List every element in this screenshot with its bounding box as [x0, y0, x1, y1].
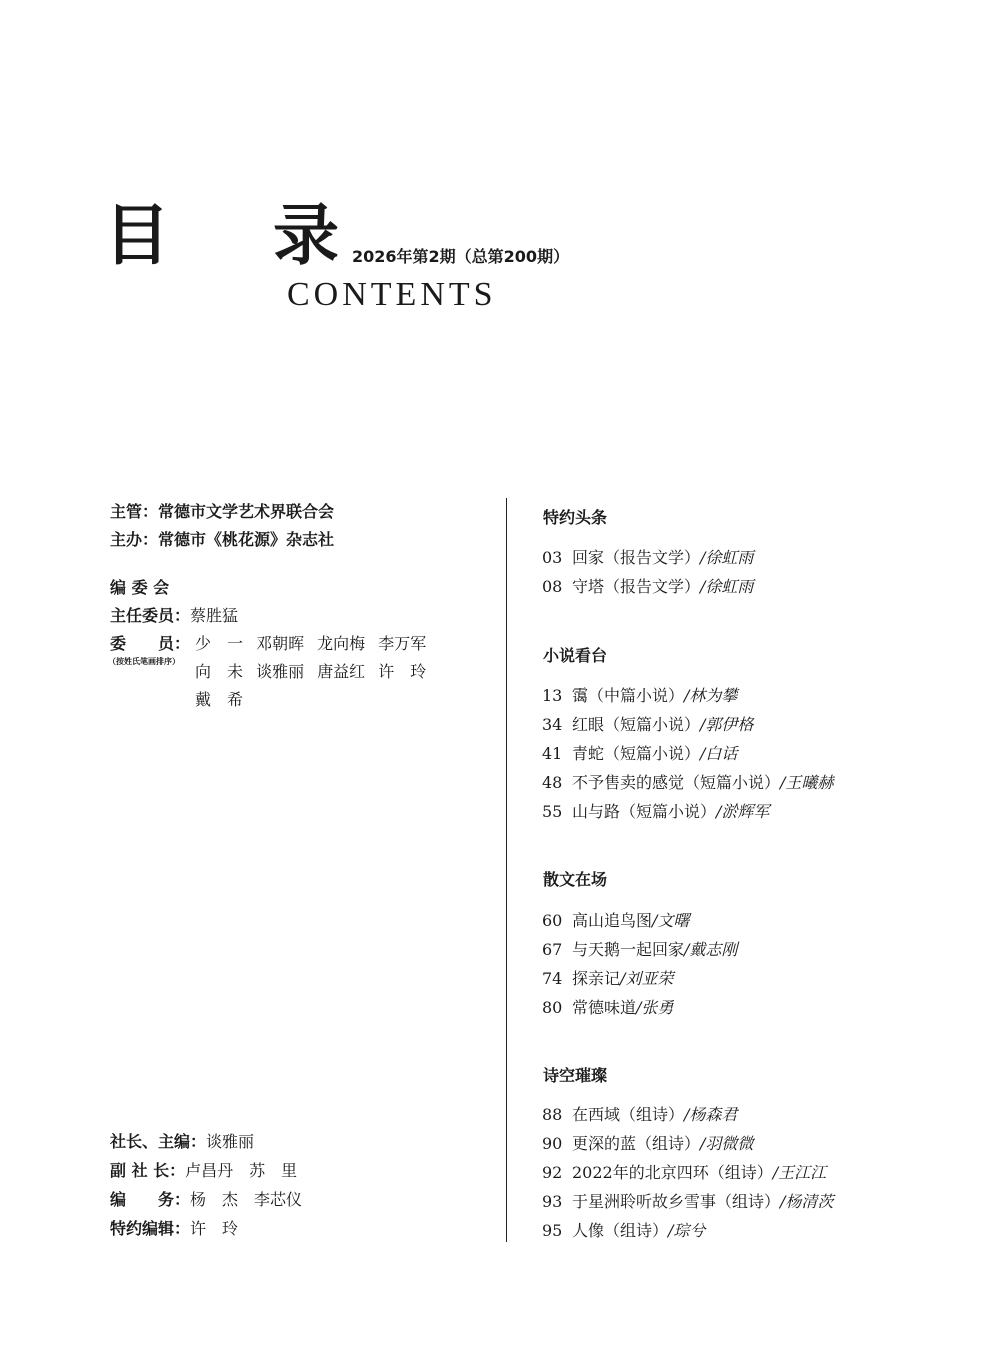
toc-title: 红眼（短篇小说）: [572, 715, 701, 734]
staff-value: 杨 杰 李芯仪: [190, 1190, 303, 1209]
staff-value: 谈雅丽: [206, 1132, 255, 1151]
toc-section-title: 散文在场: [543, 870, 608, 889]
toc-author: /徐虹雨: [700, 577, 754, 596]
toc-title: 山与路（短篇小说）: [572, 802, 717, 821]
toc-page: 03: [542, 548, 563, 567]
members-sort-note: （按姓氏笔画排序）: [108, 657, 180, 666]
page-title: 目 录: [104, 197, 379, 274]
toc-section-title: 诗空璀璨: [543, 1066, 608, 1085]
toc-author: /徐虹雨: [700, 548, 754, 567]
staff-line: [110, 1188, 302, 1212]
toc-author: /琮兮: [668, 1221, 706, 1240]
toc-entry[interactable]: [542, 909, 689, 933]
toc-page: 67: [542, 940, 563, 959]
toc-title: 高山追鸟图: [572, 911, 653, 930]
members-label: 委 员：: [110, 634, 191, 653]
toc-entry[interactable]: [542, 996, 673, 1020]
staff-label: 特约编辑：: [110, 1219, 191, 1238]
toc-section-title: 特约头条: [543, 508, 608, 527]
toc-author: /林为攀: [684, 686, 738, 705]
members-row: 戴 希: [195, 690, 244, 709]
toc-author: /淤辉军: [716, 802, 770, 821]
toc-title: 更深的蓝（组诗）: [572, 1134, 701, 1153]
sponsor-label: 主办：: [110, 530, 159, 549]
toc-page: 60: [542, 911, 563, 930]
toc-page: 93: [542, 1192, 563, 1211]
toc-entry[interactable]: [542, 575, 753, 599]
toc-page: 95: [542, 1221, 563, 1240]
toc-entry[interactable]: [542, 742, 737, 766]
toc-title: 于星洲聆听故乡雪事（组诗）: [572, 1192, 781, 1211]
staff-label: 社长、主编：: [110, 1132, 207, 1151]
toc-entry[interactable]: [542, 800, 769, 824]
toc-author: /张勇: [636, 998, 674, 1017]
staff-line: [110, 1217, 238, 1241]
toc-entry[interactable]: [542, 1132, 753, 1156]
toc-entry[interactable]: [542, 1103, 737, 1127]
supervisor-label: 主管：: [110, 502, 159, 521]
toc-entry[interactable]: [542, 1219, 705, 1243]
toc-author: /羽微微: [700, 1134, 754, 1153]
toc-page: 13: [542, 686, 563, 705]
issue-number: 2026年第2期（总第200期）: [352, 247, 570, 266]
toc-title: 探亲记: [572, 969, 621, 988]
toc-title: 守塔（报告文学）: [572, 577, 701, 596]
members-row: 少 一 邓朝晖 龙向梅 李万军: [195, 634, 427, 653]
toc-title: 常德味道: [572, 998, 637, 1017]
toc-author: /杨森君: [684, 1105, 738, 1124]
staff-line: [110, 1159, 297, 1183]
toc-entry[interactable]: [542, 938, 737, 962]
toc-section-title: 小说看台: [543, 646, 608, 665]
toc-page: 34: [542, 715, 563, 734]
sponsor-line: [110, 528, 334, 552]
director-label: 主任委员：: [110, 606, 191, 625]
toc-title: 在西域（组诗）: [572, 1105, 685, 1124]
toc-entry[interactable]: [542, 713, 753, 737]
director-value: 蔡胜猛: [190, 606, 239, 625]
supervisor-value: 常德市文学艺术界联合会: [158, 502, 335, 521]
toc-title: 霭（中篇小说）: [572, 686, 685, 705]
toc-title: 2022年的北京四环（组诗）: [572, 1163, 773, 1182]
staff-label: 副 社 长：: [110, 1161, 186, 1180]
committee-heading: 编 委 会: [110, 578, 170, 597]
supervisor-line: [110, 500, 334, 524]
toc-entry[interactable]: [542, 771, 833, 795]
staff-line: [110, 1130, 254, 1154]
contents-english-title: CONTENTS: [287, 276, 497, 313]
toc-page: 92: [542, 1163, 563, 1182]
staff-value: 卢昌丹 苏 里: [185, 1161, 298, 1180]
toc-author: /白话: [700, 744, 738, 763]
members-row: 向 未 谈雅丽 唐益红 许 玲: [195, 662, 427, 681]
toc-entry[interactable]: [542, 546, 753, 570]
toc-title: 回家（报告文学）: [572, 548, 701, 567]
toc-page: 48: [542, 773, 563, 792]
toc-page: 41: [542, 744, 563, 763]
toc-entry[interactable]: [542, 1190, 833, 1214]
toc-entry[interactable]: [542, 1161, 826, 1185]
toc-author: /文曙: [652, 911, 690, 930]
toc-page: 08: [542, 577, 563, 596]
column-divider: [506, 498, 507, 1242]
toc-title: 与天鹅一起回家: [572, 940, 685, 959]
toc-title: 青蛇（短篇小说）: [572, 744, 701, 763]
toc-entry[interactable]: [542, 684, 737, 708]
toc-page: 90: [542, 1134, 563, 1153]
toc-author: /郭伊格: [700, 715, 754, 734]
toc-author: /王曦赫: [780, 773, 834, 792]
sponsor-value: 常德市《桃花源》杂志社: [158, 530, 335, 549]
toc-entry[interactable]: [542, 967, 673, 991]
toc-title: 不予售卖的感觉（短篇小说）: [572, 773, 781, 792]
toc-page: 80: [542, 998, 563, 1017]
director-line: [110, 604, 238, 628]
toc-author: /杨清茨: [780, 1192, 834, 1211]
toc-author: /戴志刚: [684, 940, 738, 959]
toc-author: /王江江: [772, 1163, 827, 1182]
toc-page: 74: [542, 969, 563, 988]
staff-label: 编 务：: [110, 1190, 191, 1209]
toc-author: /刘亚荣: [620, 969, 674, 988]
staff-value: 许 玲: [190, 1219, 239, 1238]
toc-page: 88: [542, 1105, 563, 1124]
toc-title: 人像（组诗）: [572, 1221, 669, 1240]
toc-page: 55: [542, 802, 563, 821]
